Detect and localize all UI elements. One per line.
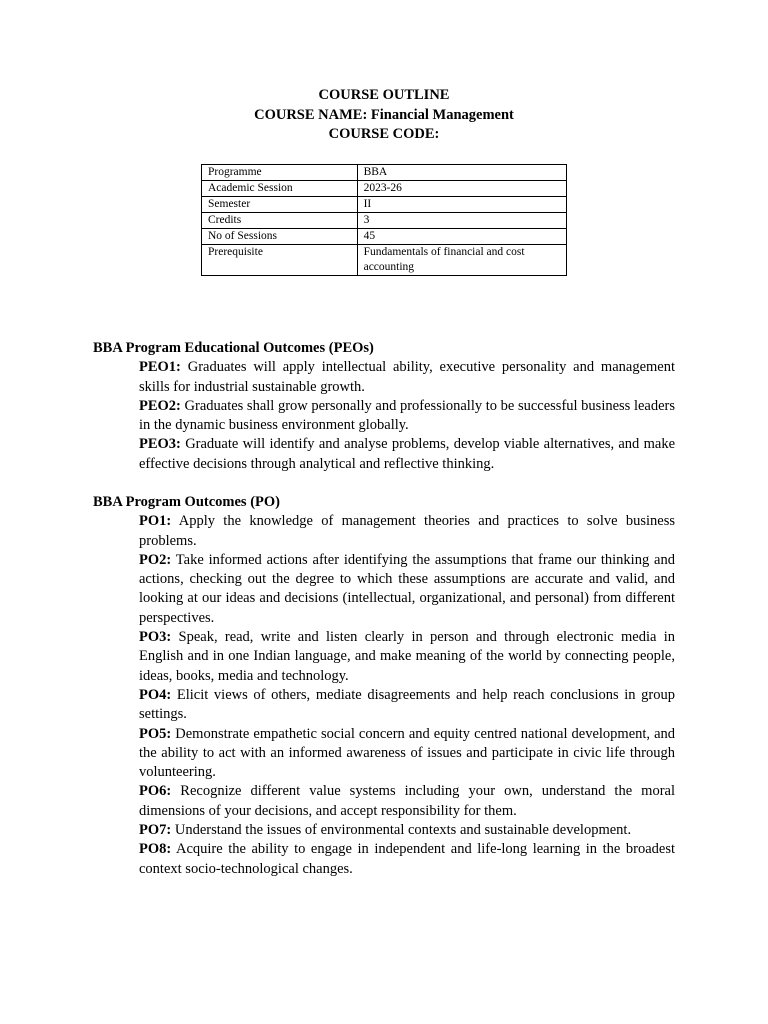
po-item — [139, 628, 675, 686]
peo-text: Graduate will identify and analyse problems, develop viable alternatives, and make effective decisions through analytical and reflective thinking. — [139, 436, 676, 472]
po-text: Take informed actions after identifying the assumptions that frame our thinking and actions, checking out the degree to which these assumptions are accurate and valid, and looking at our ideas and decisions (intellectual, organizational, and personal) from different perspectives. — [139, 551, 675, 626]
po-item — [139, 840, 675, 879]
po-code: PO3: — [139, 629, 172, 646]
course-header — [0, 86, 768, 145]
course-code: COURSE CODE: — [328, 126, 440, 142]
peo-text: Graduates shall grow personally and professionally to be successful business leaders in the dynamic business environment globally. — [139, 397, 676, 434]
po-text: Acquire the ability to engage in independent and life-long learning in the broadest context socio-technological changes. — [139, 841, 675, 877]
table-row — [202, 181, 567, 197]
peo-code: PEO1: — [139, 359, 181, 376]
course-info-table — [201, 164, 567, 276]
po-code: PO1: — [139, 513, 172, 530]
po-text: Apply the knowledge of management theories and practices to solve business problems. — [139, 513, 675, 549]
po-code: PO8: — [139, 841, 172, 858]
row-value: 2023-26 — [357, 181, 566, 197]
course-name: COURSE NAME: Financial Management — [254, 106, 514, 123]
po-code: PO6: — [139, 783, 172, 800]
table-row — [202, 197, 567, 213]
po-code: PO4: — [139, 686, 172, 703]
row-value: 3 — [357, 213, 566, 229]
po-text: Elicit views of others, mediate disagreements and help reach conclusions in group settings. — [139, 686, 676, 723]
po-text: Demonstrate empathetic social concern and equity centred national development, and the ability to act with an informed awareness of issues and participate in civic life through volunteering. — [139, 725, 676, 781]
row-label: Semester — [202, 197, 358, 213]
po-code: PO5: — [139, 725, 172, 742]
table-row — [202, 213, 567, 229]
po-section — [93, 493, 675, 879]
po-code: PO2: — [139, 551, 172, 568]
row-value: Fundamentals of financial and cost accounting — [357, 245, 566, 276]
po-text: Recognize different value systems including your own, understand the moral dimensions of your decisions, and accept responsibility for them. — [139, 783, 676, 819]
po-item — [139, 821, 675, 840]
peo-heading: BBA Program Educational Outcomes (PEOs) — [93, 340, 374, 356]
peo-item — [139, 358, 675, 397]
row-value: II — [357, 197, 566, 213]
table-row — [202, 245, 567, 276]
po-text: Speak, read, write and listen clearly in person and through electronic media in English and in one Indian language, and make meaning of the world by connecting people, ideas, books, media and technology. — [139, 629, 675, 684]
po-item — [139, 725, 675, 783]
po-item — [139, 686, 675, 725]
peo-item — [139, 397, 675, 436]
course-outline-title: COURSE OUTLINE — [318, 87, 450, 103]
table-row — [202, 229, 567, 245]
peo-item — [139, 435, 675, 474]
row-label: Credits — [202, 213, 358, 229]
po-text: Understand the issues of environmental contexts and sustainable development. — [174, 822, 632, 839]
row-label: No of Sessions — [202, 229, 358, 245]
po-item — [139, 782, 675, 821]
peo-code: PEO3: — [139, 436, 181, 453]
table-row — [202, 165, 567, 181]
po-item — [139, 512, 675, 551]
row-value: 45 — [357, 229, 566, 245]
po-item — [139, 551, 675, 628]
po-heading: BBA Program Outcomes (PO) — [93, 494, 280, 510]
row-label: Programme — [202, 165, 358, 181]
row-label: Prerequisite — [202, 245, 358, 276]
peo-text: Graduates will apply intellectual ability, executive personality and management skills for industrial sustainable growth. — [139, 359, 675, 395]
peo-code: PEO2: — [139, 397, 181, 414]
row-label: Academic Session — [202, 181, 358, 197]
peo-section — [93, 339, 675, 474]
row-value: BBA — [357, 165, 566, 181]
po-code: PO7: — [139, 822, 172, 839]
